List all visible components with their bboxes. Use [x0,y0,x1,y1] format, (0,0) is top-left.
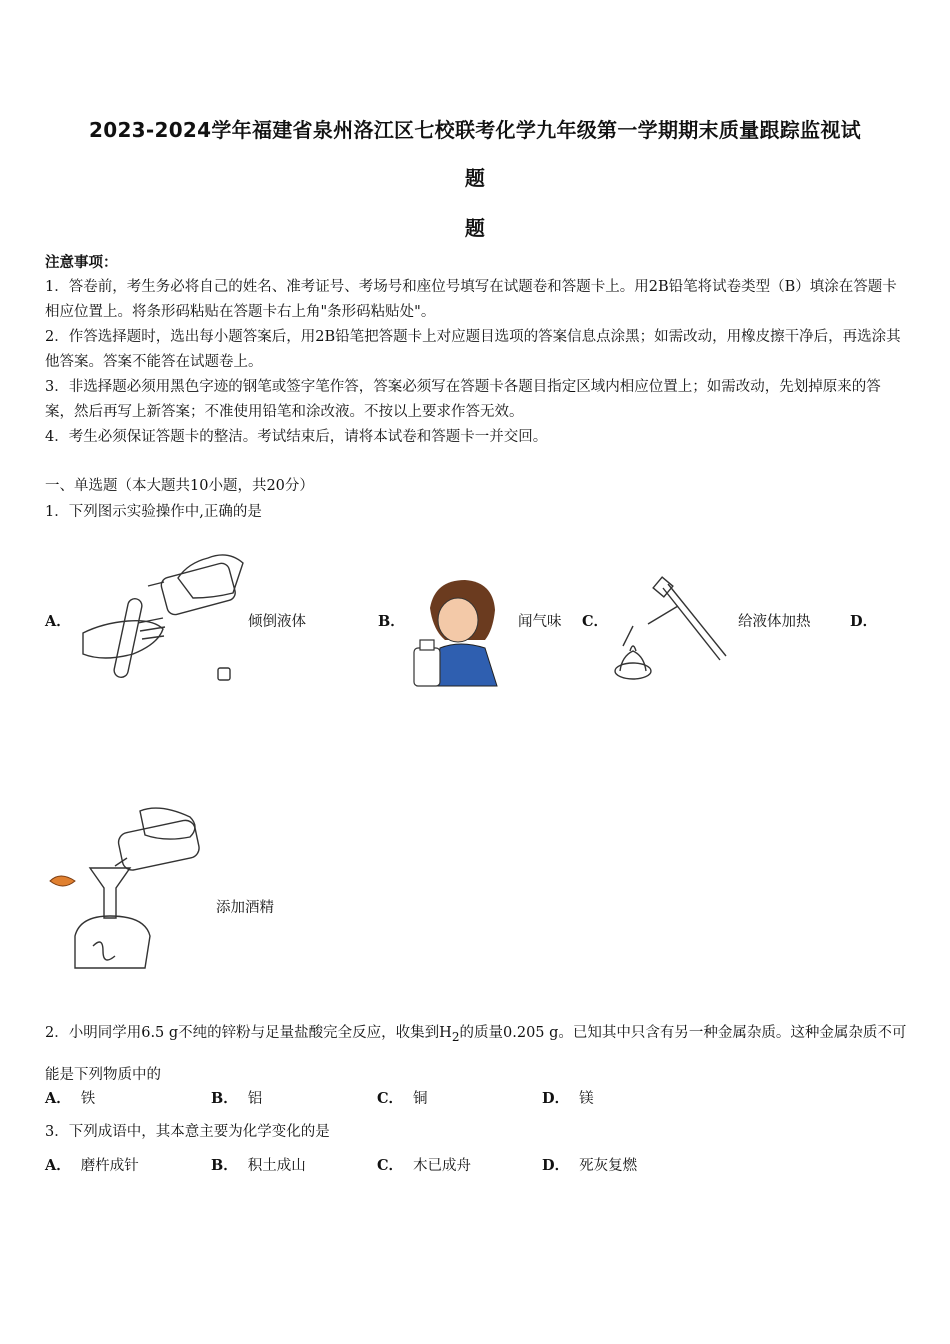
question-2-stem [45,1014,907,1094]
q1-option-a-letter: A． [45,613,71,630]
q1-option-b-letter: B． [378,613,405,630]
q3-choice-d: D． 死灰复燃 [542,1157,638,1174]
q1-option-c-label: 给液体加热 [738,614,811,630]
q2-choice-a: A． 铁 [45,1090,96,1107]
question-3-stem: 3．下列成语中，其本意主要为化学变化的是 [45,1124,330,1140]
note-item: 3．非选择题必须用黑色字迹的钢笔或签字笔作答，答案必须写在答题卡各题目指定区域内相应位置上；如需改动，先划掉原来的答案，然后再写上新答案；不准使用铅笔和涂改液。不按以上要求作答无效。 [45,379,881,420]
q2-stem-part1: 2．小明同学用6.5 g不纯的锌粉与足量盐酸完全反应，收集到H [45,1025,452,1041]
note-item: 4．考生必须保证答题卡的整洁。考试结束后，请将本试卷和答题卡一并交回。 [45,429,548,445]
notes-heading: 注意事项： [45,254,118,271]
q2-choice-c: C． 铜 [377,1090,428,1107]
note-item: 2．作答选择题时，选出每小题答案后，用2B铅笔把答题卡上对应题目选项的答案信息点涂黑；如需改动，用橡皮擦干净后，再选涂其他答案。答案不能答在试题卷上。 [45,329,901,370]
heat-liquid-figure [608,576,730,688]
q1-option-d-label: 添加酒精 [216,900,274,916]
q2-stem-subscript: 2 [451,1029,460,1044]
add-alcohol-figure [45,806,205,978]
q2-stem-part2: 的质量0.205 g。已知其中只含有另一种金属杂质。这种金属杂质不可能是下列物质中的 [45,1025,907,1083]
pour-liquid-figure [78,538,248,688]
exam-title-line2: 题 [464,166,486,190]
q3-choice-c: C． 木已成舟 [377,1157,472,1174]
q3-choice-a: A． 磨杵成针 [45,1157,139,1174]
exam-title-line3: 题 [464,216,486,240]
q1-option-d-letter: D． [850,613,878,630]
smell-gas-figure [410,578,502,688]
q2-choice-d: D． 镁 [542,1090,594,1107]
q1-option-c-letter: C． [582,613,609,630]
section-heading: 一、单选题（本大题共10小题，共20分） [45,478,314,494]
notes-block [45,250,907,450]
question-1-stem: 1．下列图示实验操作中,正确的是 [45,504,262,520]
q3-choice-b: B． 积土成山 [211,1157,306,1174]
exam-title-line1: 2023-2024学年福建省泉州洛江区七校联考化学九年级第一学期期末质量跟踪监视试 [89,118,861,142]
q1-option-b-label: 闻气味 [518,614,562,630]
q1-option-a-label: 倾倒液体 [248,614,306,630]
q2-choice-b: B． 铝 [211,1090,263,1107]
note-item: 1．答卷前，考生务必将自己的姓名、准考证号、考场号和座位号填写在试题卷和答题卡上。用2B铅笔将试卷类型（B）填涂在答题卡相应位置上。将条形码粘贴在答题卡右上角"条形码粘贴处"。 [45,279,897,320]
